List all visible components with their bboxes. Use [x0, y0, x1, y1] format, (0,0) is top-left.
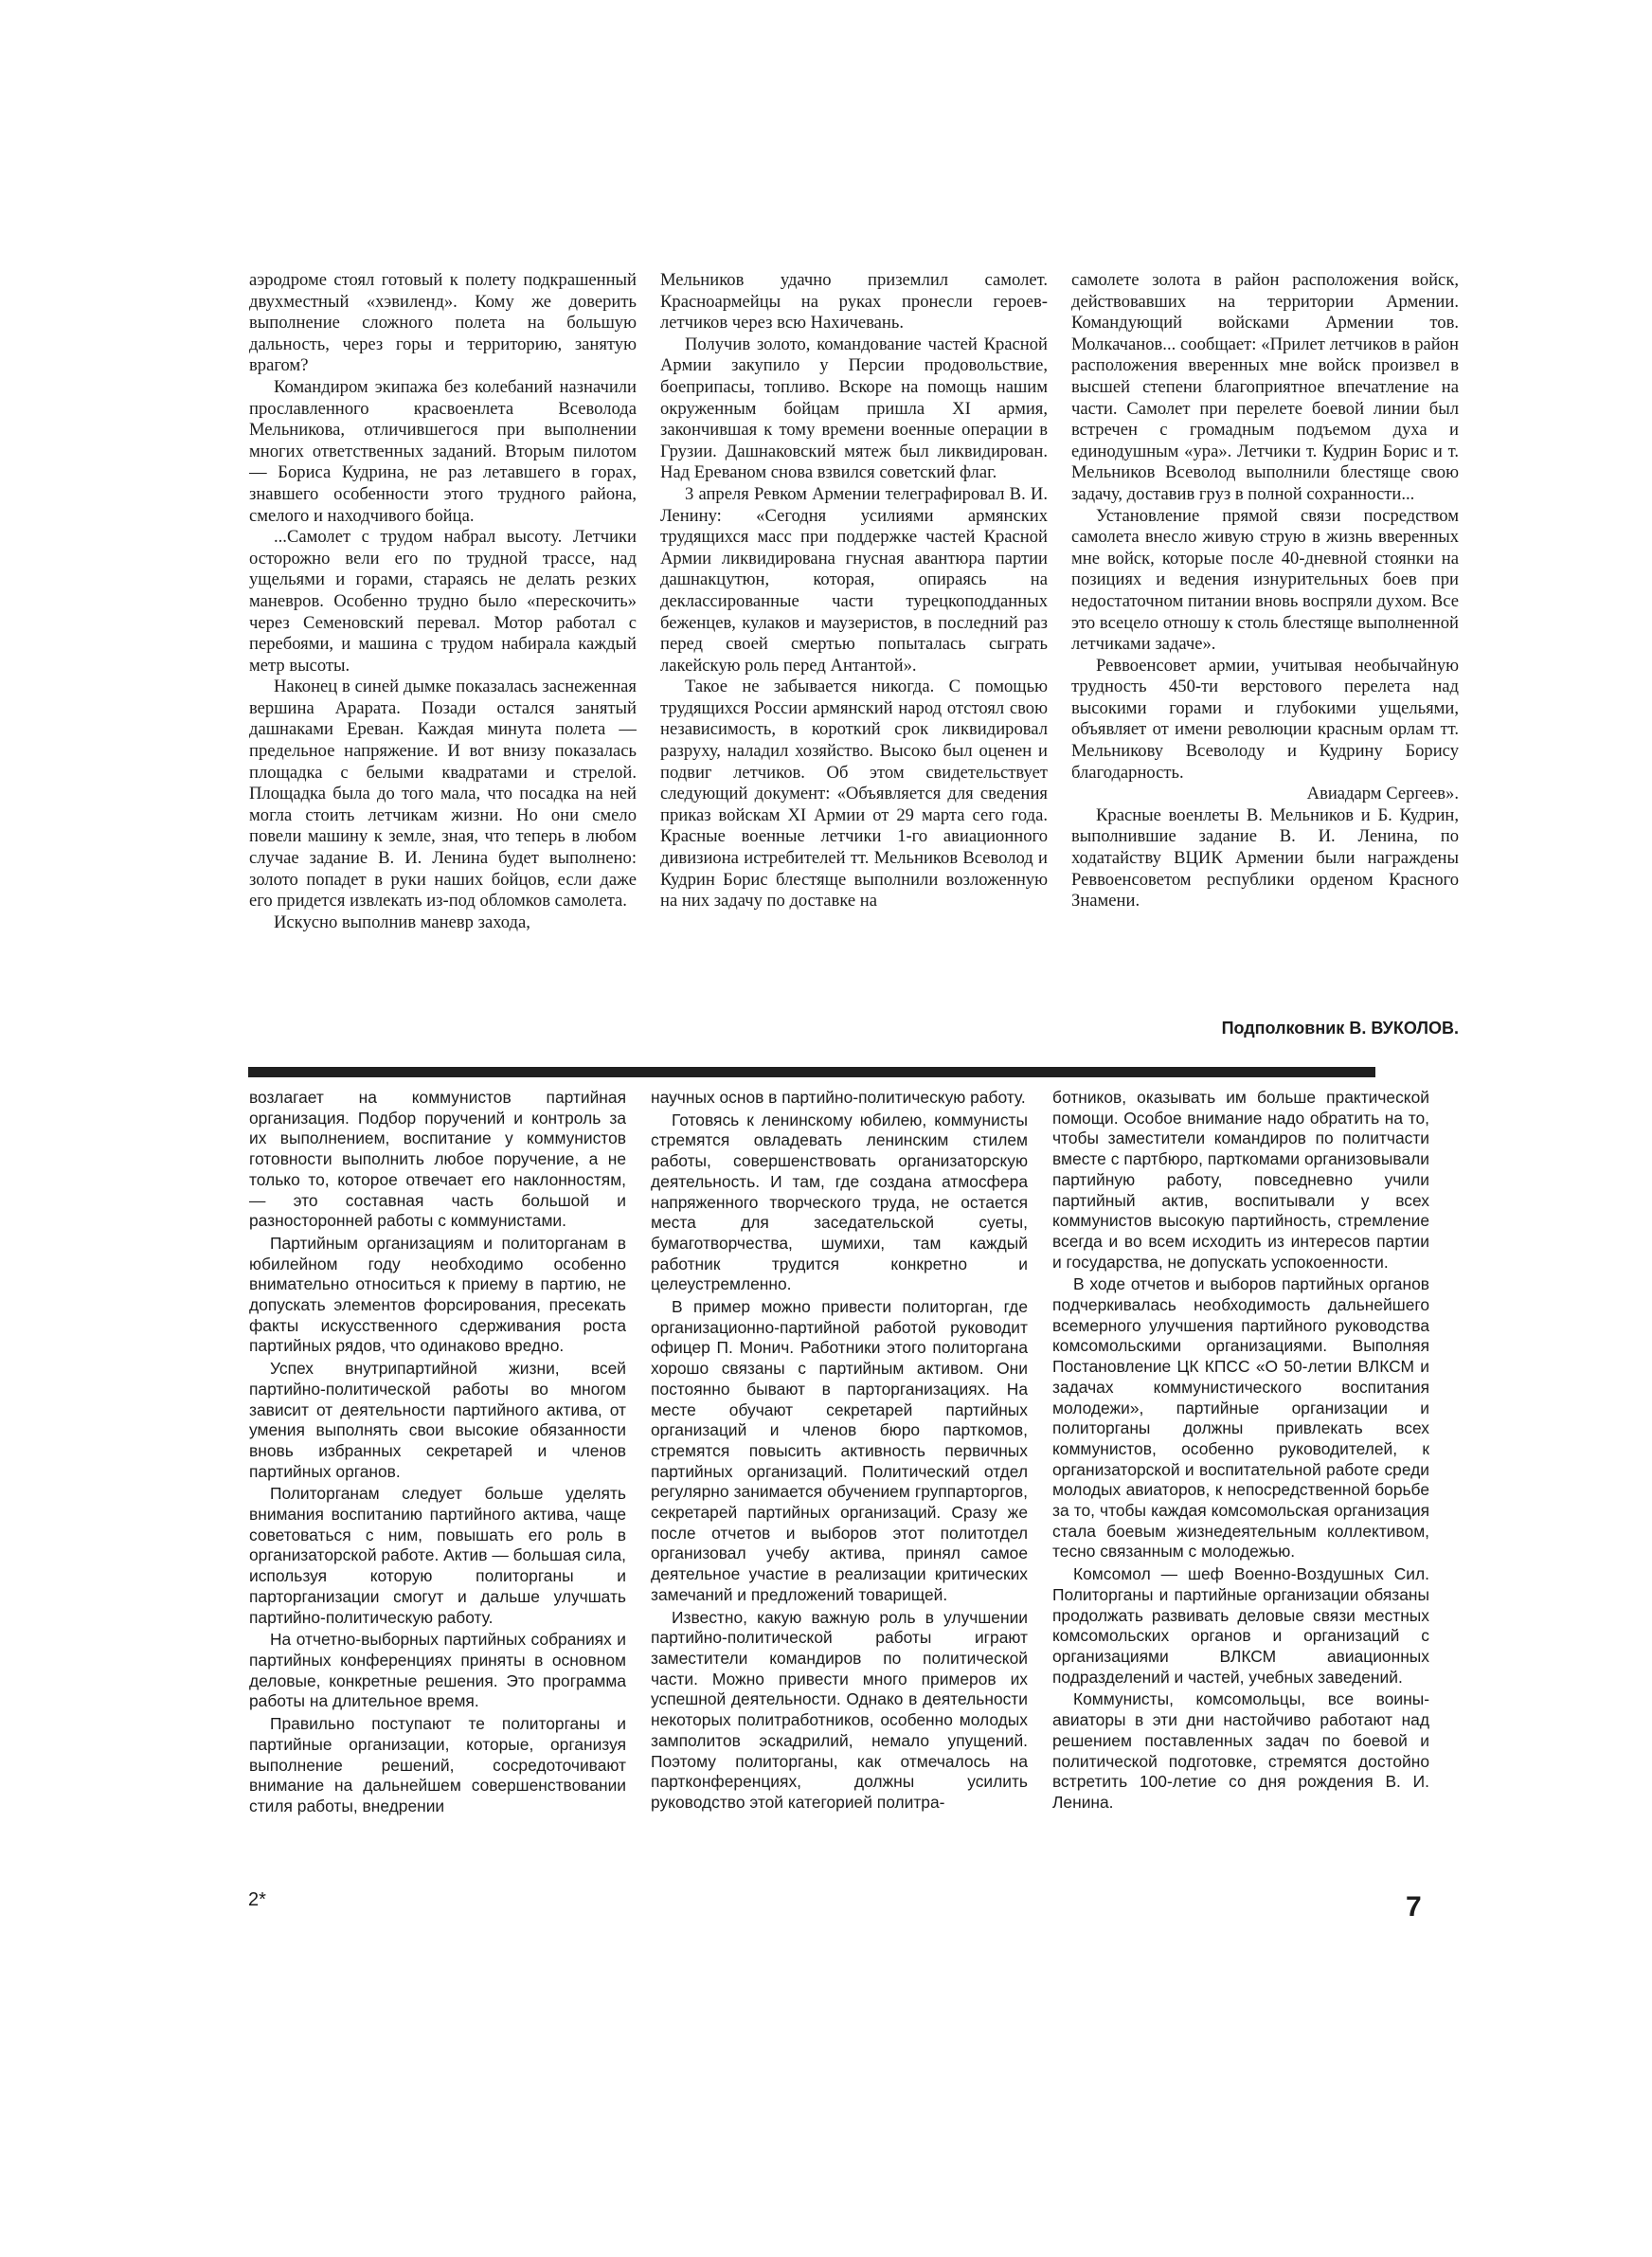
top-column-2 [660, 270, 1048, 1042]
paragraph: Командиром экипажа без колебаний назначили прославленного красвоенлета Всеволода Мельникова, отличившегося при выполнении многих ответственных заданий. Вторым пилотом — Бориса Кудрина, не раз летавшего в горах, знавшего особенности этого трудного района, смелого и находчивого бойца. [249, 376, 637, 526]
paragraph: научных основ в партийно-политическую работу. [651, 1088, 1026, 1107]
paragraph: Коммунисты, комсомольцы, все воины-авиаторы в эти дни настойчиво работают над решением поставленных задач по боевой и политической подготовке, стремятся достойно встретить 100-летие со дня рождения В. И. Ленина. [1052, 1689, 1429, 1812]
paragraph: ...Самолет с трудом набрал высоту. Летчики осторожно вели его по трудной трассе, над ущельями и горами, стараясь не делать резких маневров. Особенно трудно было «перескочить» через Семеновский перевал. Мотор работал с перебоями, и машина с трудом набирала каждый метр высоты. [249, 527, 637, 676]
top-column-3 [1071, 270, 1459, 1042]
paragraph: возлагает на коммунистов партийная организация. Подбор поручений и контроль за их выполнением, воспитание у коммунистов готовности выполнить любое поручение, а не только то, которое отвечает его наклонностям, — это составная часть большой и разносторонней работы с коммунистами. [249, 1088, 626, 1231]
paragraph: На отчетно-выборных партийных собраниях и партийных конференциях приняты в основном деловые, конкретные решения. Это программа работы на длительное время. [249, 1630, 626, 1711]
section-divider-rule [248, 1067, 1375, 1077]
page-number: 7 [1406, 1891, 1422, 1923]
paragraph: Комсомол — шеф Военно-Воздушных Сил. Политорганы и партийные организации обязаны продолжать развивать деловые связи местных комсомольских органов и организаций с организациями ВЛКСМ авиационных подразделений и частей, учебных заведений. [1052, 1564, 1429, 1687]
paragraph: Получив золото, командование частей Красной Армии закупило у Персии продовольствие, боеприпасы, топливо. Вскоре на помощь нашим окруженным бойцам пришла XI армия, закончившая к тому времени военные операции в Грузии. Дашнаковский мятеж был ликвидирован. Над Ереваном снова взвился советский флаг. [660, 334, 1048, 483]
paragraph: В ходе отчетов и выборов партийных органов подчеркивалась необходимость дальнейшего всемерного улучшения партийного руководства комсомольскими организациями. Выполняя Постановление ЦК КПСС «О 50-летии ВЛКСМ и задачах коммунистического воспитания молодежи», партийные организации и политорганы должны привлекать всех коммунистов, особенно руководителей, к организаторской и воспитательной работе среди молодых авиаторов, к непосредственной борьбе за то, чтобы каждая комсомольская организация стала боевым жизнедеятельным коллективом, тесно связанным с молодежью. [1052, 1274, 1429, 1562]
paragraph: Правильно поступают те политорганы и партийные организации, которые, организуя выполнение решений, сосредоточивают внимание на дальнейшем совершенствовании стиля работы, внедрении [249, 1714, 626, 1815]
paragraph: Успех внутрипартийной жизни, всей партийно-политической работы во многом зависит от деятельности партийного актива, от умения выполнять свои высокие обязанности вновь избранных секретарей и членов партийных органов. [249, 1359, 626, 1481]
paragraph: Авиадарм Сергеев». [1306, 784, 1459, 804]
paragraph: Красные военлеты В. Мельников и Б. Кудрин, выполнившие задание В. И. Ленина, по ходатайству ВЦИК Армении были награждены Реввоенсоветом республики орденом Красного Знамени. [1071, 804, 1459, 912]
paragraph: аэродроме стоял готовый к полету подкрашенный двухместный «хэвиленд». Кому же доверить выполнение сложного полета на большую дальность, через горы и территорию, занятую врагом? [249, 270, 637, 376]
paragraph: Известно, какую важную роль в улучшении партийно-политической работы играют заместители командиров по политической части. Можно привести много примеров их успешной деятельности. Однако в деятельности некоторых политработников, особенно молодых замполитов эскадрилий, немало упущений. Поэтому политорганы, как отмечалось на партконференциях, должны усилить руководство этой категорией политра- [651, 1607, 1028, 1812]
bottom-column-3 [1052, 1088, 1429, 1855]
signature-mark: 2* [248, 1889, 266, 1910]
top-column-1 [249, 270, 637, 1042]
paragraph: В пример можно привести политорган, где организационно-партийной работой руководит офицер П. Монич. Работники этого политоргана хорошо связаны с партийным активом. Они постоянно бывают в парторганизациях. На месте обучают секретарей партийных организаций и членов бюро парткомов, стремятся повысить активность первичных партийных организаций. Политический отдел регулярно занимается обучением группарторгов, секретарей партийных организаций. Сразу же после отчетов и выборов этот политотдел организовал учебу актива, принял самое деятельное участие в реализации критических замечаний и предложений товарищей. [651, 1297, 1028, 1604]
paragraph: Такое не забывается никогда. С помощью трудящихся России армянский народ отстоял свою независимость, в короткий срок ликвидировал разруху, наладил хозяйство. Высоко был оценен и подвиг летчиков. Об этом свидетельствует следующий документ: «Объявляется для сведения приказ войскам XI Армии от 29 марта сего года. Красные военные летчики 1-го авиационного дивизиона истребителей тт. Мельников Всеволод и Кудрин Борис блестяще выполнили возложенную на них задачу по доставке на [660, 677, 1048, 912]
paragraph: ботников, оказывать им больше практической помощи. Особое внимание надо обратить на то, чтобы заместители командиров по политчасти вместе с партбюро, парткомами организовывали партийную работу, повседневно учили партийный актив, воспитывали у всех коммунистов высокую партийность, стремление всегда и во всем исходить из интересов партии и государства, не допускать успокоенности. [1052, 1088, 1429, 1272]
paragraph: самолете золота в район расположения войск, действовавших на территории Армении. Командующий войсками Армении тов. Молкачанов... сообщает: «Прилет летчиков в район расположения вверенных мне войск произвел в высшей степени благоприятное впечатление на части. Самолет при перелете боевой линии был встречен с громадным подъемом духа и единодушным «ура». Летчики т. Кудрин Борис и т. Мельников Всеволод выполнили блестяще свою задачу, доставив груз в полной сохранности... [1071, 270, 1459, 504]
paragraph: Партийным организациям и политорганам в юбилейном году необходимо особенно внимательно относиться к приему в партию, не допускать элементов форсирования, пресекать факты искусственного сдерживания роста партийных рядов, что одинаково вредно. [249, 1233, 626, 1356]
paragraph: Искусно выполнив маневр захода, [274, 912, 530, 932]
paragraph: Реввоенсовет армии, учитывая необычайную трудность 450-ти верстового перелета над высокими горами и глубокими ущельями, объявляет от имени революции красным орлам тт. Мельникову Всеволоду и Кудрину Борису благодарность. [1071, 655, 1459, 783]
paragraph: 3 апреля Ревком Армении телеграфировал В. И. Ленину: «Сегодня усилиями армянских трудящихся масс при поддержке частей Красной Армии ликвидирована гнусная авантюра партии дашнакцутюн, которая, опираясь на деклассированные части турецкоподданных беженцев, кулаков и маузеристов, в последний раз перед своей смертью попыталась сыграть лакейскую роль перед Антантой». [660, 483, 1048, 676]
paragraph: Политорганам следует больше уделять внимания воспитанию партийного актива, чаще советоваться с ним, повышать его роль в организаторской работе. Актив — большая сила, используя которую политорганы и парторганизации смогут и дальше улучшать партийно-политическую работу. [249, 1484, 626, 1627]
bottom-column-2 [651, 1088, 1028, 1855]
paragraph: Установление прямой связи посредством самолета внесло живую струю в жизнь вверенных мне войск, которые после 40-дневной стоянки на позициях и ведения изнурительных боев при недостаточном питании вновь воспряли духом. Все это всецело отношу к столь блестяще выполненной летчиками задаче». [1071, 505, 1459, 655]
paragraph: Мельников удачно приземлил самолет. Красноармейцы на руках пронесли героев-летчиков через всю Нахичевань. [660, 270, 1048, 334]
paragraph: Готовясь к ленинскому юбилею, коммунисты стремятся овладевать ленинским стилем работы, совершенствовать организаторскую деятельность. И там, где создана атмосфера напряженного творческого труда, не остается места для заседательской суеты, бумаготворчества, шумихи, там каждый работник трудится конкретно и целеустремленно. [651, 1110, 1028, 1294]
paragraph: Наконец в синей дымке показалась заснеженная вершина Арарата. Позади остался занятый дашнаками Ереван. Каждая минута полета — предельное напряжение. И вот внизу показалась площадка с белыми квадратами и стрелой. Площадка была до того мала, что посадка на ней могла стоить летчикам жизни. Но они смело повели машину к земле, зная, что теперь в любом случае задание В. И. Ленина будет выполнено: золото попадет в руки наших бойцов, если даже его придется извлекать из-под обломков самолета. [249, 677, 637, 912]
bottom-column-1 [249, 1088, 626, 1855]
author-signature: Подполковник В. ВУКОЛОВ. [1221, 1019, 1459, 1038]
